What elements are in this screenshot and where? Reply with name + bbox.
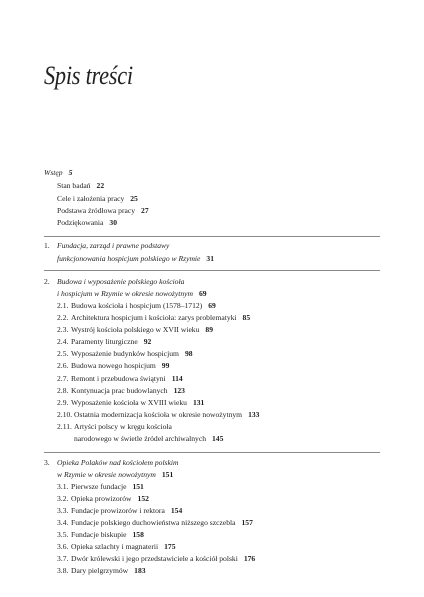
section-divider (44, 236, 380, 237)
toc-page: 27 (141, 206, 149, 215)
toc-entry (57, 566, 146, 576)
toc-page: 31 (206, 254, 215, 263)
toc-label-cont: narodowego w świetle źródeł archiwalnych (74, 434, 206, 443)
toc-page: 151 (161, 470, 174, 479)
entry-number: 3.7. (57, 554, 69, 563)
chapter-title: Opieka Polaków nad kościołem polskim (57, 458, 179, 467)
toc-page: 152 (137, 494, 149, 503)
toc-chapter-1-cont (57, 254, 214, 264)
toc-page: 133 (248, 410, 260, 419)
toc-entry (57, 518, 253, 528)
entry-number: 3.5. (57, 530, 69, 539)
toc-entry (57, 301, 216, 311)
toc-entry (57, 530, 144, 540)
entry-number: 2.1. (57, 301, 69, 310)
chapter-number: 2. (44, 277, 50, 286)
toc-label: Kontynuacja prac budowlanych (71, 386, 168, 395)
toc-page: 30 (109, 218, 117, 227)
toc-label: Fundacje biskupie (71, 530, 127, 539)
toc-entry (57, 206, 149, 216)
toc-label: Opieka szlachty i magnaterii (71, 542, 159, 551)
toc-label: Cele i założenia pracy (57, 194, 125, 203)
toc-entry (57, 349, 193, 359)
entry-number: 2.6. (57, 361, 69, 370)
toc-page: 89 (205, 325, 213, 334)
toc-label: Budowa nowego hospicjum (71, 361, 156, 370)
entry-number: 3.4. (57, 518, 69, 527)
entry-number: 2.11. (57, 422, 72, 431)
entry-number: 3.6. (57, 542, 69, 551)
toc-page: 22 (96, 181, 105, 190)
toc-entry (57, 506, 182, 516)
toc-label: Paramenty liturgiczne (71, 337, 138, 346)
toc-label: Artyści polscy w kręgu kościoła (74, 422, 172, 431)
chapter-title-cont: w Rzymie w okresie nowożytnym (57, 470, 156, 479)
toc-page: 151 (132, 482, 144, 491)
toc-label: Wyposażenie budynków hospicjum (71, 349, 179, 358)
toc-page: 69 (208, 301, 216, 310)
toc-page: 157 (241, 518, 253, 527)
section-divider (44, 270, 380, 271)
toc-chapter-3 (44, 458, 178, 468)
entry-number: 3.8. (57, 566, 69, 575)
entry-number: 2.9. (57, 398, 69, 407)
toc-label: Podstawa źródłowa pracy (57, 206, 136, 215)
toc-page: 176 (243, 554, 256, 563)
toc-entry (57, 337, 151, 347)
toc-label: Stan badań (57, 181, 91, 190)
page-title: Spis treści (44, 61, 133, 91)
toc-label: Podziękowania (57, 218, 104, 227)
toc-entry (57, 194, 138, 204)
chapter-number: 3. (44, 458, 50, 467)
toc-label: Dary pielgrzymów (71, 566, 129, 575)
toc-entry (57, 325, 213, 335)
toc-page: 85 (242, 313, 251, 322)
toc-label: Remont i przebudowa świątyni (71, 374, 166, 383)
entry-number: 3.2. (57, 494, 69, 503)
toc-label: Fundacje polskiego duchowieństwa niższego szczebla (71, 518, 236, 527)
toc-page: 158 (132, 530, 144, 539)
toc-label: Architektura hospicjum i kościoła: zarys problematyki (71, 313, 237, 322)
toc-page: 145 (212, 434, 224, 443)
toc-label: Wyposażenie kościoła w XVIII wieku (71, 398, 187, 407)
toc-page: 25 (130, 194, 138, 203)
toc-page: 175 (164, 542, 176, 551)
toc-chapter-2 (44, 277, 184, 287)
toc-label: Wystrój kościoła polskiego w XVII wieku (71, 325, 200, 334)
toc-entry (57, 386, 185, 396)
toc-page: 98 (184, 349, 193, 358)
toc-page: 99 (161, 361, 170, 370)
toc-entry (57, 374, 183, 384)
section-divider (44, 452, 380, 453)
toc-label: Fundacje prowizorów i rektora (71, 506, 165, 515)
toc-entry (57, 218, 117, 228)
toc-page: 154 (170, 506, 183, 515)
toc-page: 5 (68, 168, 73, 177)
entry-number: 2.5. (57, 349, 69, 358)
chapter-title-cont: funkcjonowania hospicjum polskiego w Rzymie (57, 254, 201, 263)
toc-entry (57, 542, 175, 552)
toc-entry (57, 361, 169, 371)
toc-entry (57, 494, 149, 504)
toc-page: 69 (198, 289, 207, 298)
entry-number: 3.1. (57, 482, 69, 491)
entry-number: 2.2. (57, 313, 69, 322)
toc-page: 123 (173, 386, 185, 395)
toc-label: Budowa kościoła i hospicjum (1578–1712) (71, 301, 203, 310)
toc-entry-cont (74, 434, 223, 444)
toc-entry (57, 313, 250, 323)
toc-chapter-2-cont (57, 289, 207, 299)
entry-number: 3.3. (57, 506, 69, 515)
toc-chapter-3-cont (57, 470, 173, 480)
toc-page: 92 (143, 337, 152, 346)
toc-label: Ostatnia modernizacja kościoła w okresie nowożytnym (74, 410, 243, 419)
toc-entry (57, 410, 259, 420)
toc-page: 131 (192, 398, 205, 407)
entry-number: 2.4. (57, 337, 69, 346)
toc-entry-wstep (44, 168, 72, 178)
toc-entry (57, 422, 172, 432)
toc-label: Wstęp (44, 168, 63, 177)
entry-number: 2.10. (57, 410, 73, 419)
toc-label: Opieka prowizorów (71, 494, 132, 503)
chapter-title: Fundacja, zarząd i prawne podstawy (57, 241, 170, 250)
entry-number: 2.8. (57, 386, 69, 395)
chapter-number: 1. (44, 241, 50, 250)
entry-number: 2.3. (57, 325, 69, 334)
chapter-title-cont: i hospicjum w Rzymie w okresie nowożytnym (57, 289, 193, 298)
toc-entry (57, 482, 144, 492)
toc-entry (57, 181, 104, 191)
toc-page: 183 (134, 566, 146, 575)
toc-chapter-1 (44, 241, 169, 251)
toc-entry (57, 398, 204, 408)
toc-entry (57, 554, 255, 564)
toc-label: Dwór królewski i jego przedstawiciele a kościół polski (71, 554, 238, 563)
chapter-title: Budowa i wyposażenie polskiego kościoła (57, 277, 185, 286)
toc-page: 114 (171, 374, 183, 383)
toc-label: Pierwsze fundacje (71, 482, 127, 491)
entry-number: 2.7. (57, 374, 69, 383)
